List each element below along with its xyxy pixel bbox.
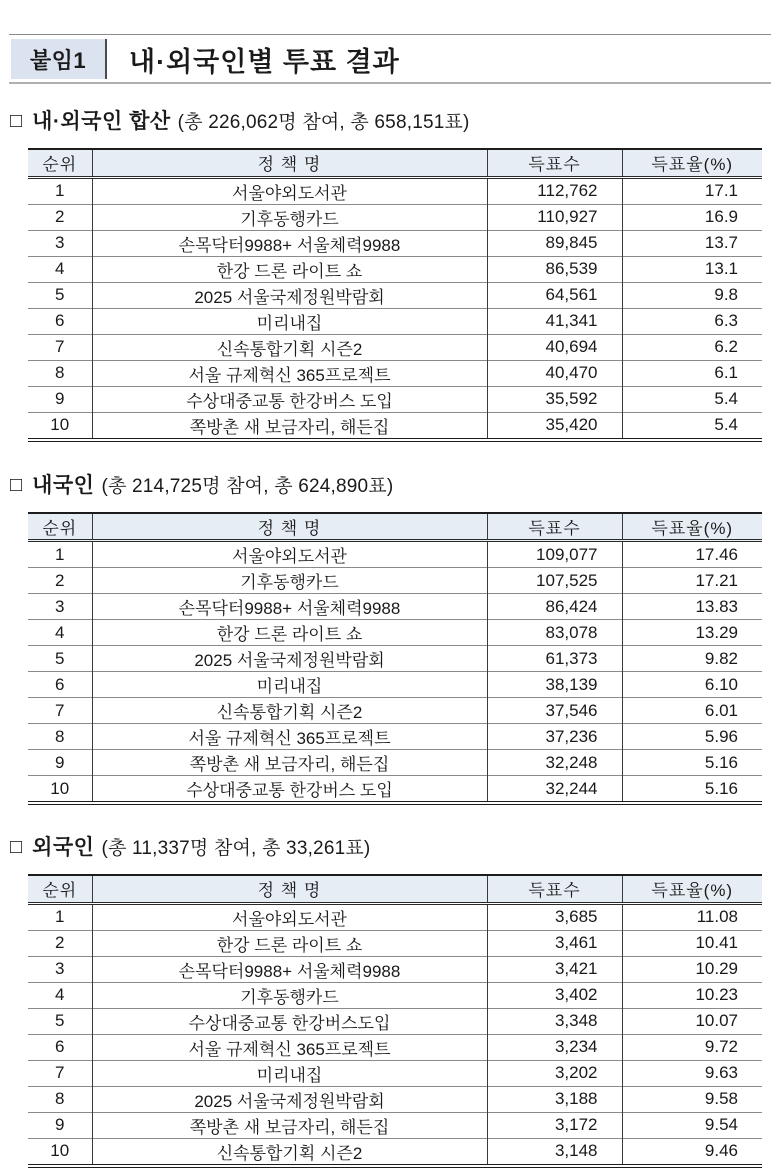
votes-cell: 41,341 bbox=[487, 308, 622, 334]
policy-cell: 서울 규제혁신 365프로젝트 bbox=[92, 1034, 487, 1060]
rate-cell: 9.63 bbox=[622, 1060, 762, 1086]
rate-cell: 17.1 bbox=[622, 177, 762, 204]
table-row bbox=[28, 1112, 762, 1138]
votes-cell: 3,188 bbox=[487, 1086, 622, 1112]
attachment-tag-label: 붙임1 bbox=[29, 47, 87, 73]
table-row bbox=[28, 1008, 762, 1034]
section-foreigners bbox=[9, 831, 771, 1168]
table-row bbox=[28, 982, 762, 1008]
policy-cell: 손목닥터9988+ 서울체력9988 bbox=[92, 230, 487, 256]
policy-cell: 수상대중교통 한강버스 도입 bbox=[92, 386, 487, 412]
table-row bbox=[28, 956, 762, 982]
table-row bbox=[28, 1138, 762, 1166]
column-header-policy: 정 책 명 bbox=[92, 149, 487, 177]
rate-cell: 5.16 bbox=[622, 750, 762, 776]
rank-cell: 7 bbox=[28, 1060, 92, 1086]
document-page bbox=[0, 34, 780, 1168]
section-subtitle: (총 11,337명 참여, 총 33,261표) bbox=[101, 838, 371, 859]
policy-cell: 서울 규제혁신 365프로젝트 bbox=[92, 360, 487, 386]
column-header-rate: 득표율(%) bbox=[622, 513, 762, 541]
table-row bbox=[28, 750, 762, 776]
votes-cell: 64,561 bbox=[487, 282, 622, 308]
votes-cell: 86,424 bbox=[487, 594, 622, 620]
policy-cell: 쪽방촌 새 보금자리, 해든집 bbox=[92, 750, 487, 776]
rank-cell: 7 bbox=[28, 334, 92, 360]
rate-cell: 6.1 bbox=[622, 360, 762, 386]
rate-cell: 10.07 bbox=[622, 1008, 762, 1034]
table-row bbox=[28, 256, 762, 282]
votes-cell: 40,694 bbox=[487, 334, 622, 360]
column-header-policy: 정 책 명 bbox=[92, 513, 487, 541]
policy-cell: 신속통합기획 시즌2 bbox=[92, 1138, 487, 1166]
rate-cell: 10.29 bbox=[622, 956, 762, 982]
votes-cell: 3,348 bbox=[487, 1008, 622, 1034]
rank-cell: 1 bbox=[55, 181, 65, 200]
policy-cell: 쪽방촌 새 보금자리, 해든집 bbox=[92, 1112, 487, 1138]
policy-cell: 2025 서울국제정원박람회 bbox=[92, 282, 487, 308]
rank-cell: 9 bbox=[28, 750, 92, 776]
table-row bbox=[28, 594, 762, 620]
policy-cell: 신속통합기획 시즌2 bbox=[92, 698, 487, 724]
table-row bbox=[28, 1086, 762, 1112]
rate-cell: 6.10 bbox=[622, 672, 762, 698]
rate-cell: 6.2 bbox=[622, 334, 762, 360]
column-header-rank: 순위 bbox=[28, 513, 92, 541]
policy-cell: 쪽방촌 새 보금자리, 해든집 bbox=[92, 412, 487, 440]
policy-cell: 한강 드론 라이트 쇼 bbox=[92, 620, 487, 646]
votes-cell: 32,244 bbox=[487, 776, 622, 804]
rank-cell: 6 bbox=[28, 308, 92, 334]
rate-cell: 5.4 bbox=[622, 412, 762, 440]
rank-cell: 5 bbox=[28, 282, 92, 308]
rate-cell: 9.54 bbox=[622, 1112, 762, 1138]
column-header-rate: 득표율(%) bbox=[622, 149, 762, 177]
votes-cell: 3,148 bbox=[487, 1138, 622, 1166]
square-bullet-icon: □ bbox=[10, 110, 23, 132]
table-header-row bbox=[28, 149, 762, 177]
rate-cell: 9.8 bbox=[622, 282, 762, 308]
policy-cell: 손목닥터9988+ 서울체력9988 bbox=[92, 956, 487, 982]
votes-cell: 112,762 bbox=[487, 177, 622, 204]
rate-cell: 9.46 bbox=[622, 1138, 762, 1166]
section-heading bbox=[9, 105, 771, 135]
votes-cell: 3,685 bbox=[487, 903, 622, 930]
votes-cell: 3,461 bbox=[487, 930, 622, 956]
policy-cell: 2025 서울국제정원박람회 bbox=[92, 1086, 487, 1112]
rank-cell: 4 bbox=[28, 982, 92, 1008]
column-header-rank: 순위 bbox=[28, 875, 92, 903]
votes-cell: 3,202 bbox=[487, 1060, 622, 1086]
rank-cell: 4 bbox=[28, 256, 92, 282]
section-subtitle: (총 214,725명 참여, 총 624,890표) bbox=[101, 475, 394, 497]
column-header-policy: 정 책 명 bbox=[92, 875, 487, 903]
rank-cell: 3 bbox=[28, 594, 92, 620]
votes-cell: 109,077 bbox=[487, 541, 622, 568]
rate-cell: 10.41 bbox=[622, 930, 762, 956]
rate-cell: 9.58 bbox=[622, 1086, 762, 1112]
rank-cell: 10 bbox=[28, 1138, 92, 1166]
policy-cell: 수상대중교통 한강버스 도입 bbox=[92, 776, 487, 804]
attachment-tag-box bbox=[11, 39, 107, 79]
column-header-rate: 득표율(%) bbox=[622, 875, 762, 903]
rate-cell: 13.83 bbox=[622, 594, 762, 620]
section-title: 내국인 bbox=[32, 473, 95, 497]
section-nationals bbox=[9, 469, 771, 806]
policy-cell: 미리내집 bbox=[92, 308, 487, 334]
rate-cell: 5.96 bbox=[622, 724, 762, 750]
votes-cell: 107,525 bbox=[487, 568, 622, 594]
column-header-rank: 순위 bbox=[28, 149, 92, 177]
rank-cell: 1 bbox=[55, 544, 65, 564]
table-row bbox=[28, 672, 762, 698]
policy-cell: 기후동행카드 bbox=[92, 982, 487, 1008]
column-header-votes: 득표수 bbox=[487, 149, 622, 177]
votes-cell: 61,373 bbox=[487, 646, 622, 672]
table-row bbox=[28, 541, 762, 568]
results-table-foreigners bbox=[28, 874, 762, 1168]
rate-cell: 6.01 bbox=[622, 698, 762, 724]
document-header bbox=[9, 34, 771, 84]
rank-cell: 9 bbox=[28, 386, 92, 412]
rate-cell: 9.72 bbox=[622, 1034, 762, 1060]
rank-cell: 10 bbox=[28, 776, 92, 804]
votes-cell: 37,236 bbox=[487, 724, 622, 750]
votes-cell: 38,139 bbox=[487, 672, 622, 698]
square-bullet-icon: □ bbox=[10, 836, 23, 858]
table-row bbox=[28, 1034, 762, 1060]
section-heading bbox=[9, 469, 771, 499]
page-title: 내·외국인별 투표 결과 bbox=[129, 46, 400, 77]
votes-cell: 3,172 bbox=[487, 1112, 622, 1138]
rate-cell: 10.23 bbox=[622, 982, 762, 1008]
policy-cell: 미리내집 bbox=[92, 672, 487, 698]
votes-cell: 3,402 bbox=[487, 982, 622, 1008]
votes-cell: 110,927 bbox=[487, 204, 622, 230]
table-row bbox=[28, 776, 762, 804]
policy-cell: 서울야외도서관 bbox=[92, 177, 487, 204]
rank-cell: 8 bbox=[28, 1086, 92, 1112]
votes-cell: 40,470 bbox=[487, 360, 622, 386]
policy-cell: 미리내집 bbox=[92, 1060, 487, 1086]
policy-cell: 서울야외도서관 bbox=[92, 541, 487, 568]
policy-cell: 서울야외도서관 bbox=[92, 903, 487, 930]
votes-cell: 32,248 bbox=[487, 750, 622, 776]
table-row bbox=[28, 412, 762, 440]
votes-cell: 3,234 bbox=[487, 1034, 622, 1060]
table-row bbox=[28, 386, 762, 412]
rank-cell: 8 bbox=[28, 724, 92, 750]
column-header-votes: 득표수 bbox=[487, 875, 622, 903]
table-row bbox=[28, 930, 762, 956]
policy-cell: 기후동행카드 bbox=[92, 568, 487, 594]
table-row bbox=[28, 568, 762, 594]
section-title: 외국인 bbox=[32, 836, 95, 859]
rank-cell: 6 bbox=[28, 1034, 92, 1060]
rate-cell: 9.82 bbox=[622, 646, 762, 672]
table-row bbox=[28, 1060, 762, 1086]
votes-cell: 86,539 bbox=[487, 256, 622, 282]
section-combined bbox=[9, 105, 771, 442]
section-subtitle: (총 226,062명 참여, 총 658,151표) bbox=[177, 112, 470, 133]
table-row bbox=[28, 698, 762, 724]
policy-cell: 한강 드론 라이트 쇼 bbox=[92, 930, 487, 956]
rate-cell: 13.7 bbox=[622, 230, 762, 256]
rank-cell: 3 bbox=[28, 956, 92, 982]
policy-cell: 서울 규제혁신 365프로젝트 bbox=[92, 724, 487, 750]
policy-cell: 한강 드론 라이트 쇼 bbox=[92, 256, 487, 282]
table-row bbox=[28, 177, 762, 204]
rank-cell: 9 bbox=[28, 1112, 92, 1138]
rate-cell: 13.1 bbox=[622, 256, 762, 282]
table-row bbox=[28, 620, 762, 646]
votes-cell: 89,845 bbox=[487, 230, 622, 256]
votes-cell: 37,546 bbox=[487, 698, 622, 724]
rate-cell: 6.3 bbox=[622, 308, 762, 334]
results-table-combined bbox=[28, 148, 762, 442]
table-row bbox=[28, 308, 762, 334]
section-heading bbox=[9, 831, 771, 861]
column-header-votes: 득표수 bbox=[487, 513, 622, 541]
policy-cell: 손목닥터9988+ 서울체력9988 bbox=[92, 594, 487, 620]
table-header-row bbox=[28, 513, 762, 541]
rate-cell: 11.08 bbox=[622, 903, 762, 930]
section-title: 내·외국인 합산 bbox=[32, 110, 171, 133]
square-bullet-icon: □ bbox=[10, 473, 23, 496]
rank-cell: 8 bbox=[28, 360, 92, 386]
votes-cell: 83,078 bbox=[487, 620, 622, 646]
rank-cell: 2 bbox=[28, 204, 92, 230]
rank-cell: 7 bbox=[28, 698, 92, 724]
rate-cell: 17.46 bbox=[622, 541, 762, 568]
policy-cell: 2025 서울국제정원박람회 bbox=[92, 646, 487, 672]
results-table-nationals bbox=[28, 512, 762, 806]
policy-cell: 기후동행카드 bbox=[92, 204, 487, 230]
rank-cell: 6 bbox=[28, 672, 92, 698]
rank-cell: 5 bbox=[28, 646, 92, 672]
rank-cell: 4 bbox=[28, 620, 92, 646]
table-row bbox=[28, 204, 762, 230]
rate-cell: 16.9 bbox=[622, 204, 762, 230]
table-row bbox=[28, 724, 762, 750]
table-row bbox=[28, 360, 762, 386]
rank-cell: 2 bbox=[28, 930, 92, 956]
votes-cell: 35,592 bbox=[487, 386, 622, 412]
votes-cell: 35,420 bbox=[487, 412, 622, 440]
policy-cell: 수상대중교통 한강버스도입 bbox=[92, 1008, 487, 1034]
table-row bbox=[28, 230, 762, 256]
rank-cell: 3 bbox=[28, 230, 92, 256]
rank-cell: 2 bbox=[28, 568, 92, 594]
rate-cell: 5.16 bbox=[622, 776, 762, 804]
table-row bbox=[28, 646, 762, 672]
table-row bbox=[28, 282, 762, 308]
table-row bbox=[28, 334, 762, 360]
policy-cell: 신속통합기획 시즌2 bbox=[92, 334, 487, 360]
rank-cell: 1 bbox=[55, 907, 65, 926]
rank-cell: 5 bbox=[28, 1008, 92, 1034]
votes-cell: 3,421 bbox=[487, 956, 622, 982]
table-row bbox=[28, 903, 762, 930]
table-header-row bbox=[28, 875, 762, 903]
rank-cell: 10 bbox=[28, 412, 92, 440]
rate-cell: 5.4 bbox=[622, 386, 762, 412]
rate-cell: 17.21 bbox=[622, 568, 762, 594]
rate-cell: 13.29 bbox=[622, 620, 762, 646]
